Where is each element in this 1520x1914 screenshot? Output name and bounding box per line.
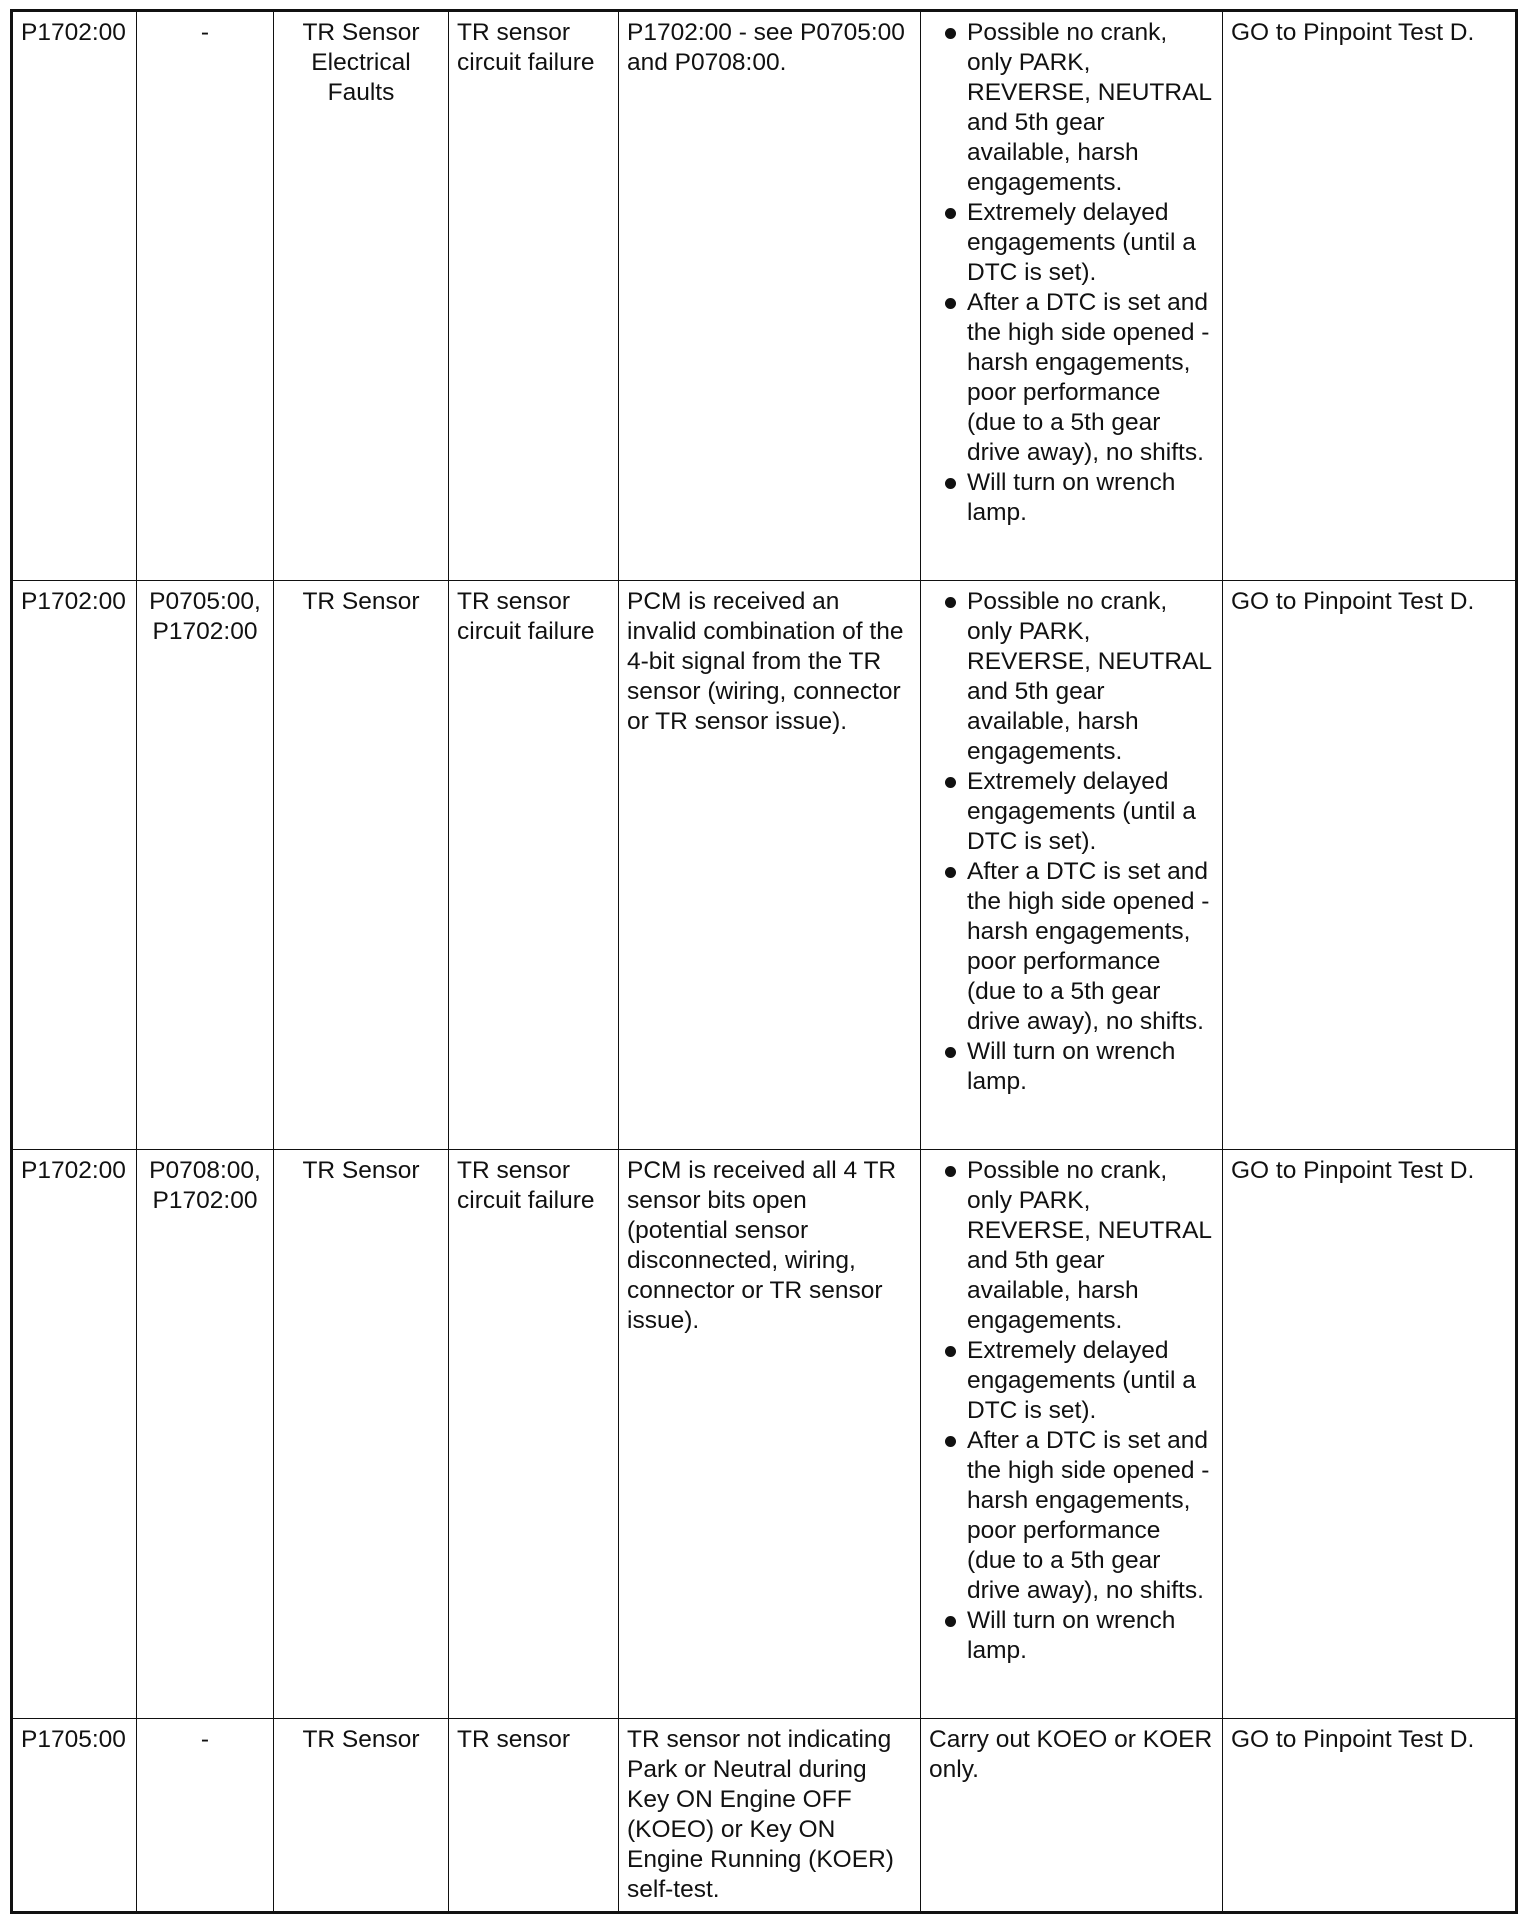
symptoms-cell: Carry out KOEO or KOER only. bbox=[921, 1719, 1223, 1913]
symptom-text: Will turn on wrench lamp. bbox=[967, 469, 1176, 526]
dtc-code-cell: P1702:00 bbox=[12, 581, 137, 1150]
symptom-text: Extremely delayed engagements (until a DTC is set). bbox=[967, 1337, 1196, 1424]
table-row bbox=[12, 581, 1517, 1150]
symptom-text: Will turn on wrench lamp. bbox=[967, 1038, 1176, 1095]
symptom-text: Possible no crank, only PARK, REVERSE, NEUTRAL and 5th gear available, harsh engagements. bbox=[967, 1157, 1212, 1334]
action-cell: GO to Pinpoint Test D. bbox=[1223, 1719, 1517, 1913]
action-cell: GO to Pinpoint Test D. bbox=[1223, 581, 1517, 1150]
symptom-list bbox=[929, 587, 1214, 1097]
bullet-icon bbox=[945, 478, 956, 489]
condition-cell: PCM is received all 4 TR sensor bits open (potential sensor disconnected, wiring, connector or TR sensor issue). bbox=[619, 1150, 921, 1719]
description-cell: TR sensor circuit failure bbox=[449, 1150, 619, 1719]
description-cell: TR sensor circuit failure bbox=[449, 11, 619, 581]
dtc-code-cell: P1705:00 bbox=[12, 1719, 137, 1913]
bullet-icon bbox=[945, 867, 956, 878]
symptom-text: Possible no crank, only PARK, REVERSE, NEUTRAL and 5th gear available, harsh engagements. bbox=[967, 19, 1212, 196]
bullet-icon bbox=[945, 777, 956, 788]
list-item bbox=[929, 1606, 1214, 1666]
list-item bbox=[929, 1336, 1214, 1426]
table-row bbox=[12, 11, 1517, 581]
list-item bbox=[929, 1426, 1214, 1606]
description-cell: TR sensor bbox=[449, 1719, 619, 1913]
bullet-icon bbox=[945, 1166, 956, 1177]
list-item bbox=[929, 587, 1214, 767]
table-row bbox=[12, 1150, 1517, 1719]
component-cell: TR Sensor bbox=[274, 1150, 449, 1719]
related-dtc-cell: - bbox=[137, 1719, 274, 1913]
bullet-icon bbox=[945, 1346, 956, 1357]
symptoms-cell bbox=[921, 581, 1223, 1150]
dtc-table bbox=[10, 9, 1518, 1914]
symptom-text: Extremely delayed engagements (until a DTC is set). bbox=[967, 199, 1196, 286]
component-cell: TR Sensor Electrical Faults bbox=[274, 11, 449, 581]
list-item bbox=[929, 1037, 1214, 1097]
list-item bbox=[929, 857, 1214, 1037]
symptom-list bbox=[929, 18, 1214, 528]
bullet-icon bbox=[945, 1436, 956, 1447]
action-cell: GO to Pinpoint Test D. bbox=[1223, 11, 1517, 581]
list-item bbox=[929, 468, 1214, 528]
bullet-icon bbox=[945, 1047, 956, 1058]
related-dtc-cell: - bbox=[137, 11, 274, 581]
related-dtc-cell: P0705:00, P1702:00 bbox=[137, 581, 274, 1150]
bullet-icon bbox=[945, 597, 956, 608]
description-cell: TR sensor circuit failure bbox=[449, 581, 619, 1150]
related-dtc-cell: P0708:00, P1702:00 bbox=[137, 1150, 274, 1719]
list-item bbox=[929, 288, 1214, 468]
condition-cell: TR sensor not indicating Park or Neutral during Key ON Engine OFF (KOEO) or Key ON Engine Running (KOER) self-test. bbox=[619, 1719, 921, 1913]
condition-cell: P1702:00 - see P0705:00 and P0708:00. bbox=[619, 11, 921, 581]
list-item bbox=[929, 18, 1214, 198]
symptom-text: Possible no crank, only PARK, REVERSE, NEUTRAL and 5th gear available, harsh engagements. bbox=[967, 588, 1212, 765]
symptoms-cell bbox=[921, 1150, 1223, 1719]
dtc-code-cell: P1702:00 bbox=[12, 1150, 137, 1719]
symptom-text: After a DTC is set and the high side opened - harsh engagements, poor performance (due to a 5th gear drive away), no shifts. bbox=[967, 1427, 1210, 1604]
bullet-icon bbox=[945, 1616, 956, 1627]
symptom-text: Extremely delayed engagements (until a DTC is set). bbox=[967, 768, 1196, 855]
bullet-icon bbox=[945, 298, 956, 309]
symptom-text: After a DTC is set and the high side opened - harsh engagements, poor performance (due to a 5th gear drive away), no shifts. bbox=[967, 289, 1210, 466]
symptom-text: After a DTC is set and the high side opened - harsh engagements, poor performance (due to a 5th gear drive away), no shifts. bbox=[967, 858, 1210, 1035]
bullet-icon bbox=[945, 28, 956, 39]
component-cell: TR Sensor bbox=[274, 1719, 449, 1913]
symptom-list bbox=[929, 1156, 1214, 1666]
list-item bbox=[929, 198, 1214, 288]
symptoms-cell bbox=[921, 11, 1223, 581]
list-item bbox=[929, 1156, 1214, 1336]
table-row bbox=[12, 1719, 1517, 1913]
action-cell: GO to Pinpoint Test D. bbox=[1223, 1150, 1517, 1719]
bullet-icon bbox=[945, 208, 956, 219]
symptom-text: Will turn on wrench lamp. bbox=[967, 1607, 1176, 1664]
condition-cell: PCM is received an invalid combination of the 4-bit signal from the TR sensor (wiring, connector or TR sensor issue). bbox=[619, 581, 921, 1150]
component-cell: TR Sensor bbox=[274, 581, 449, 1150]
dtc-code-cell: P1702:00 bbox=[12, 11, 137, 581]
list-item bbox=[929, 767, 1214, 857]
